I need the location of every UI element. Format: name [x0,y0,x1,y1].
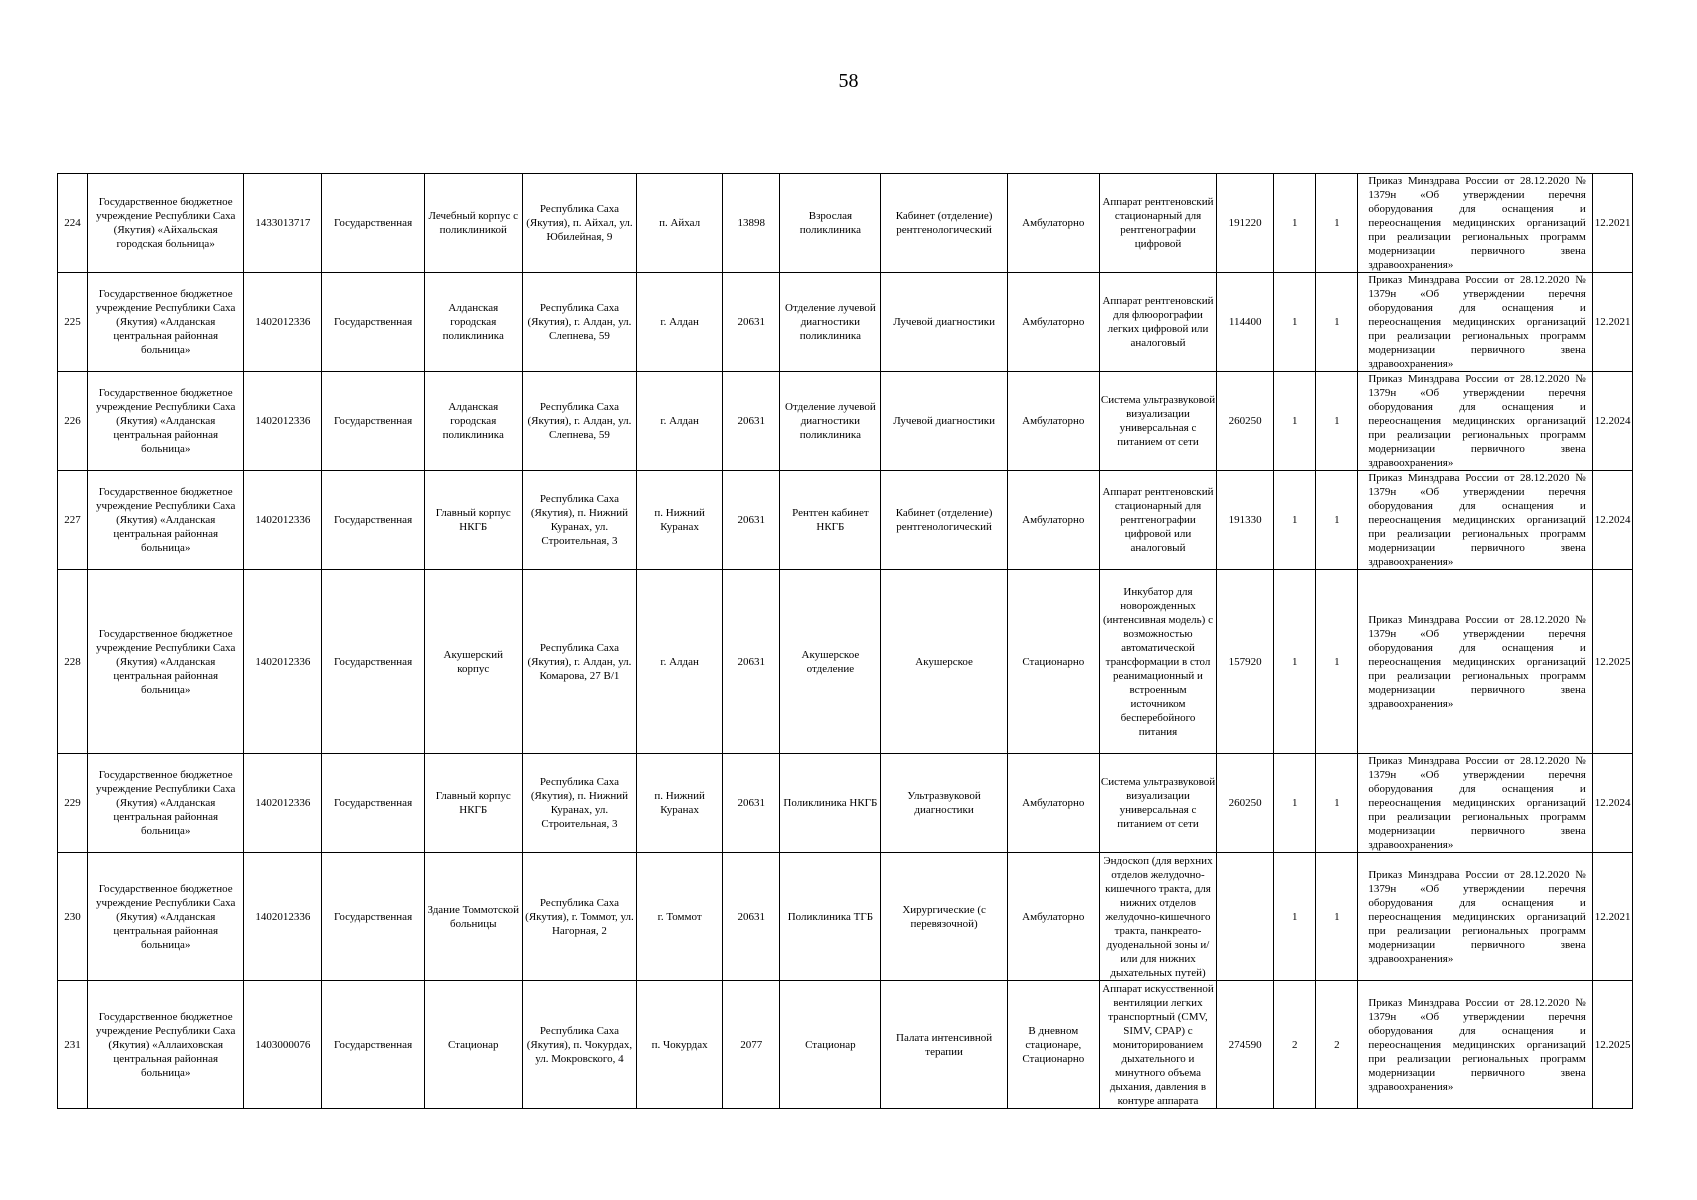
equipment-code-cell: 191330 [1217,471,1274,570]
locality-cell: п. Айхал [637,174,723,273]
inn-cell: 1402012336 [244,570,322,754]
quantity-required-cell: 1 [1274,754,1316,853]
quantity-planned-cell: 1 [1316,570,1358,754]
locality-cell: г. Томмот [637,853,723,981]
population-cell: 2077 [723,981,780,1109]
building-name-cell: Алданская городская поликлиника [424,372,522,471]
quantity-planned-cell: 1 [1316,754,1358,853]
equipment-name-cell: Эндоскоп (для верхних отделов желудочно-кишечного тракта, для нижних отделов желудочно-кишечного тракта, панкреато-дуоденальной зоны и/или для нижних дыхательных путей) [1099,853,1216,981]
equipment-name-cell: Аппарат рентгеновский для флюорографии легких цифровой или аналоговый [1099,273,1216,372]
department-cell: Отделение лучевой диагностики поликлиника [780,273,881,372]
organization-name-cell: Государственное бюджетное учреждение Республики Саха (Якутия) «Аллаиховская центральная районная больница» [88,981,244,1109]
ownership-form-cell: Государственная [322,372,424,471]
quantity-planned-cell: 1 [1316,471,1358,570]
care-conditions-cell: Амбулаторно [1007,273,1099,372]
department-cell: Отделение лучевой диагностики поликлиника [780,372,881,471]
page-number: 58 [838,70,859,92]
population-cell: 20631 [723,372,780,471]
delivery-date-cell: 12.2024 [1592,372,1632,471]
row-number-cell: 225 [58,273,88,372]
locality-cell: г. Алдан [637,273,723,372]
regulatory-order-cell: Приказ Минздрава России от 28.12.2020 № 1379н «Об утверждении перечня оборудования для оснащения и переоснащения медицинских организаций при реализации региональных программ модернизации первичного звена здравоохранения» [1358,853,1592,981]
department-cell: Поликлиника ТГБ [780,853,881,981]
equipment-code-cell [1217,853,1274,981]
inn-cell: 1402012336 [244,273,322,372]
building-name-cell: Стационар [424,981,522,1109]
care-conditions-cell: Амбулаторно [1007,471,1099,570]
unit-type-cell: Кабинет (отделение) рентгенологический [881,471,1007,570]
address-cell: Республика Саха (Якутия), п. Айхал, ул. Юбилейная, 9 [522,174,636,273]
address-cell: Республика Саха (Якутия), г. Томмот, ул. Нагорная, 2 [522,853,636,981]
population-cell: 20631 [723,853,780,981]
department-cell: Поликлиника НКГБ [780,754,881,853]
quantity-required-cell: 1 [1274,570,1316,754]
quantity-required-cell: 1 [1274,273,1316,372]
unit-type-cell: Лучевой диагностики [881,273,1007,372]
row-number-cell: 231 [58,981,88,1109]
inn-cell: 1403000076 [244,981,322,1109]
organization-name-cell: Государственное бюджетное учреждение Республики Саха (Якутия) «Алданская центральная районная больница» [88,273,244,372]
regulatory-order-cell: Приказ Минздрава России от 28.12.2020 № 1379н «Об утверждении перечня оборудования для оснащения и переоснащения медицинских организаций при реализации региональных программ модернизации первичного звена здравоохранения» [1358,570,1592,754]
delivery-date-cell: 12.2024 [1592,754,1632,853]
unit-type-cell: Ультразвуковой диагностики [881,754,1007,853]
ownership-form-cell: Государственная [322,471,424,570]
quantity-required-cell: 2 [1274,981,1316,1109]
address-cell: Республика Саха (Якутия), п. Чокурдах, ул. Мокровского, 4 [522,981,636,1109]
equipment-name-cell: Инкубатор для новорожденных (интенсивная модель) с возможностью автоматической трансформации в стол реанимационный и встроенным источником бесперебойного питания [1099,570,1216,754]
equipment-name-cell: Система ультразвуковой визуализации универсальная с питанием от сети [1099,754,1216,853]
equipment-code-cell: 114400 [1217,273,1274,372]
care-conditions-cell: В дневном стационаре, Стационарно [1007,981,1099,1109]
row-number-cell: 228 [58,570,88,754]
locality-cell: п. Нижний Куранах [637,471,723,570]
equipment-code-cell: 274590 [1217,981,1274,1109]
regulatory-order-cell: Приказ Минздрава России от 28.12.2020 № 1379н «Об утверждении перечня оборудования для оснащения и переоснащения медицинских организаций при реализации региональных программ модернизации первичного звена здравоохранения» [1358,471,1592,570]
unit-type-cell: Палата интенсивной терапии [881,981,1007,1109]
equipment-code-cell: 260250 [1217,372,1274,471]
unit-type-cell: Хирургические (с перевязочной) [881,853,1007,981]
care-conditions-cell: Амбулаторно [1007,174,1099,273]
equipment-table [57,173,1633,1109]
regulatory-order-cell: Приказ Минздрава России от 28.12.2020 № 1379н «Об утверждении перечня оборудования для оснащения и переоснащения медицинских организаций при реализации региональных программ модернизации первичного звена здравоохранения» [1358,372,1592,471]
organization-name-cell: Государственное бюджетное учреждение Республики Саха (Якутия) «Алданская центральная районная больница» [88,754,244,853]
delivery-date-cell: 12.2021 [1592,174,1632,273]
organization-name-cell: Государственное бюджетное учреждение Республики Саха (Якутия) «Алданская центральная районная больница» [88,471,244,570]
regulatory-order-cell: Приказ Минздрава России от 28.12.2020 № 1379н «Об утверждении перечня оборудования для оснащения и переоснащения медицинских организаций при реализации региональных программ модернизации первичного звена здравоохранения» [1358,754,1592,853]
row-number-cell: 230 [58,853,88,981]
quantity-planned-cell: 2 [1316,981,1358,1109]
unit-type-cell: Лучевой диагностики [881,372,1007,471]
building-name-cell: Здание Томмотской больницы [424,853,522,981]
care-conditions-cell: Стационарно [1007,570,1099,754]
building-name-cell: Лечебный корпус с поликлиникой [424,174,522,273]
inn-cell: 1402012336 [244,853,322,981]
row-number-cell: 227 [58,471,88,570]
building-name-cell: Главный корпус НКГБ [424,471,522,570]
locality-cell: г. Алдан [637,570,723,754]
quantity-planned-cell: 1 [1316,174,1358,273]
regulatory-order-cell: Приказ Минздрава России от 28.12.2020 № 1379н «Об утверждении перечня оборудования для оснащения и переоснащения медицинских организаций при реализации региональных программ модернизации первичного звена здравоохранения» [1358,174,1592,273]
quantity-required-cell: 1 [1274,853,1316,981]
equipment-code-cell: 157920 [1217,570,1274,754]
table-row [58,570,1633,754]
row-number-cell: 229 [58,754,88,853]
ownership-form-cell: Государственная [322,570,424,754]
care-conditions-cell: Амбулаторно [1007,853,1099,981]
quantity-required-cell: 1 [1274,471,1316,570]
unit-type-cell: Акушерское [881,570,1007,754]
unit-type-cell: Кабинет (отделение) рентгенологический [881,174,1007,273]
inn-cell: 1402012336 [244,471,322,570]
table-row [58,174,1633,273]
population-cell: 20631 [723,754,780,853]
delivery-date-cell: 12.2021 [1592,273,1632,372]
regulatory-order-cell: Приказ Минздрава России от 28.12.2020 № 1379н «Об утверждении перечня оборудования для оснащения и переоснащения медицинских организаций при реализации региональных программ модернизации первичного звена здравоохранения» [1358,981,1592,1109]
department-cell: Стационар [780,981,881,1109]
equipment-name-cell: Аппарат рентгеновский стационарный для рентгенографии цифровой или аналоговый [1099,471,1216,570]
ownership-form-cell: Государственная [322,273,424,372]
building-name-cell: Главный корпус НКГБ [424,754,522,853]
equipment-name-cell: Система ультразвуковой визуализации универсальная с питанием от сети [1099,372,1216,471]
department-cell: Взрослая поликлиника [780,174,881,273]
department-cell: Акушерское отделение [780,570,881,754]
row-number-cell: 226 [58,372,88,471]
population-cell: 20631 [723,273,780,372]
population-cell: 20631 [723,570,780,754]
delivery-date-cell: 12.2025 [1592,981,1632,1109]
quantity-planned-cell: 1 [1316,853,1358,981]
building-name-cell: Акушерский корпус [424,570,522,754]
population-cell: 13898 [723,174,780,273]
delivery-date-cell: 12.2021 [1592,853,1632,981]
row-number-cell: 224 [58,174,88,273]
inn-cell: 1433013717 [244,174,322,273]
inn-cell: 1402012336 [244,754,322,853]
care-conditions-cell: Амбулаторно [1007,372,1099,471]
quantity-required-cell: 1 [1274,372,1316,471]
department-cell: Рентген кабинет НКГБ [780,471,881,570]
table-row [58,471,1633,570]
organization-name-cell: Государственное бюджетное учреждение Республики Саха (Якутия) «Айхальская городская больница» [88,174,244,273]
equipment-name-cell: Аппарат искусственной вентиляции легких транспортный (CMV, SIMV, CPAP) с мониторированием дыхательного и минутного объема дыхания, давления в контуре аппарата [1099,981,1216,1109]
organization-name-cell: Государственное бюджетное учреждение Республики Саха (Якутия) «Алданская центральная районная больница» [88,570,244,754]
address-cell: Республика Саха (Якутия), г. Алдан, ул. Слепнева, 59 [522,273,636,372]
ownership-form-cell: Государственная [322,754,424,853]
organization-name-cell: Государственное бюджетное учреждение Республики Саха (Якутия) «Алданская центральная районная больница» [88,853,244,981]
address-cell: Республика Саха (Якутия), г. Алдан, ул. Комарова, 27 В/1 [522,570,636,754]
inn-cell: 1402012336 [244,372,322,471]
table-row [58,981,1633,1109]
address-cell: Республика Саха (Якутия), п. Нижний Куранах, ул. Строительная, 3 [522,471,636,570]
equipment-code-cell: 260250 [1217,754,1274,853]
building-name-cell: Алданская городская поликлиника [424,273,522,372]
equipment-code-cell: 191220 [1217,174,1274,273]
address-cell: Республика Саха (Якутия), п. Нижний Куранах, ул. Строительная, 3 [522,754,636,853]
ownership-form-cell: Государственная [322,981,424,1109]
quantity-planned-cell: 1 [1316,372,1358,471]
regulatory-order-cell: Приказ Минздрава России от 28.12.2020 № 1379н «Об утверждении перечня оборудования для оснащения и переоснащения медицинских организаций при реализации региональных программ модернизации первичного звена здравоохранения» [1358,273,1592,372]
care-conditions-cell: Амбулаторно [1007,754,1099,853]
ownership-form-cell: Государственная [322,853,424,981]
table-row [58,273,1633,372]
delivery-date-cell: 12.2025 [1592,570,1632,754]
locality-cell: г. Алдан [637,372,723,471]
population-cell: 20631 [723,471,780,570]
address-cell: Республика Саха (Якутия), г. Алдан, ул. Слепнева, 59 [522,372,636,471]
table-row [58,754,1633,853]
table-row [58,372,1633,471]
organization-name-cell: Государственное бюджетное учреждение Республики Саха (Якутия) «Алданская центральная районная больница» [88,372,244,471]
equipment-name-cell: Аппарат рентгеновский стационарный для рентгенографии цифровой [1099,174,1216,273]
locality-cell: п. Чокурдах [637,981,723,1109]
ownership-form-cell: Государственная [322,174,424,273]
delivery-date-cell: 12.2024 [1592,471,1632,570]
locality-cell: п. Нижний Куранах [637,754,723,853]
quantity-planned-cell: 1 [1316,273,1358,372]
quantity-required-cell: 1 [1274,174,1316,273]
table-row [58,853,1633,981]
